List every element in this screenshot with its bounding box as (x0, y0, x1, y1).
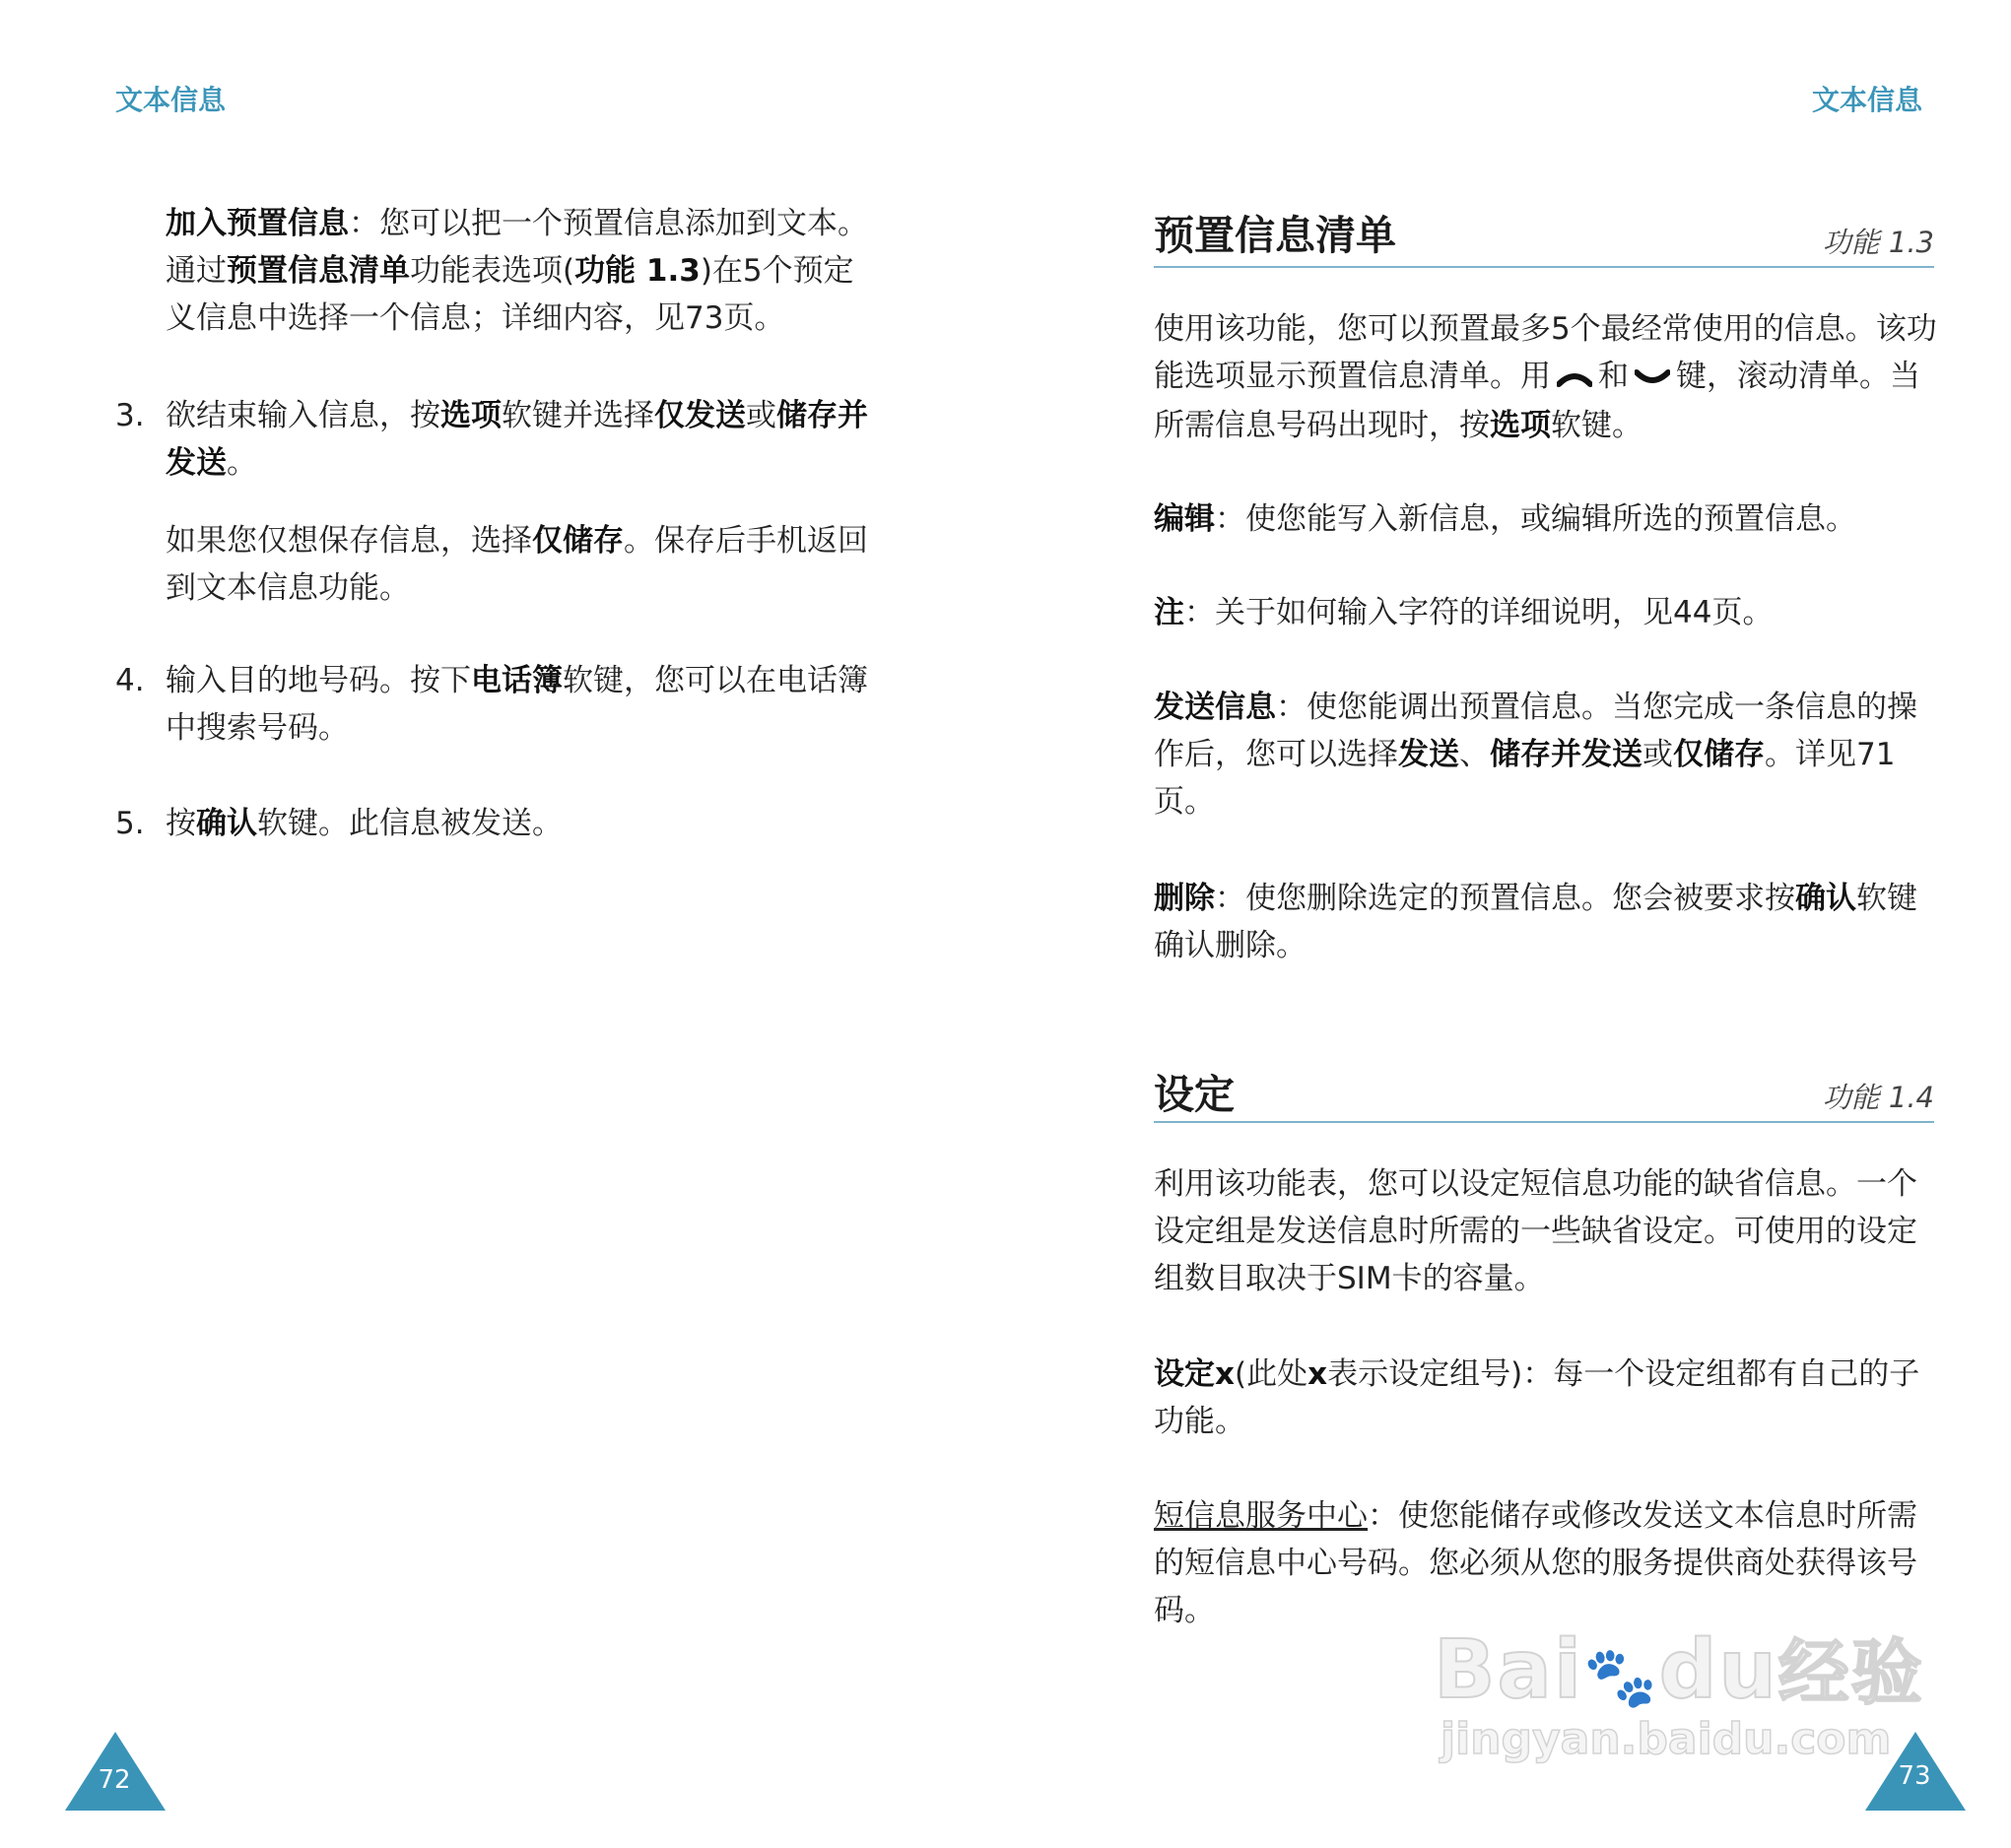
section-title-preset-list: 预置信息清单 (1154, 212, 1396, 259)
separator: ： (1368, 1498, 1398, 1534)
key-name: 电话簿 (471, 663, 563, 698)
text: 按 (166, 806, 196, 841)
key-name: 选项 (440, 398, 502, 433)
key-name: 确认 (1795, 881, 1856, 916)
key-name: 发送 (1398, 737, 1459, 772)
key-name: 储存并发送 (1490, 737, 1642, 772)
text: 使您删除选定的预置信息。您会被要求按 (1245, 881, 1795, 916)
step-3-note (166, 517, 875, 612)
text: (此处 (1235, 1356, 1308, 1392)
intro-paragraph (166, 200, 875, 342)
text: 。详见71页。 (1154, 737, 1896, 820)
watermark-url: jingyan.baidu.com (1441, 1714, 1892, 1764)
paw-icon: 🐾 (1582, 1643, 1659, 1712)
text: 软键确认删除。 (1154, 881, 1917, 963)
text: 欲结束输入信息，按 (166, 398, 440, 433)
key-name: 仅储存 (1673, 737, 1765, 772)
watermark-brand: Bai (1434, 1623, 1583, 1717)
watermark-logo (1434, 1616, 1924, 1718)
text: )在5个预定义信息中选择一个信息；详细内容，见73页。 (166, 253, 854, 336)
separator: ： (1184, 595, 1215, 630)
function-ref-1-4: 功能 1.4 (1822, 1081, 1934, 1114)
option-term: 注 (1154, 595, 1184, 630)
menu-name: 预置信息清单 (227, 253, 410, 289)
sms-service-center (1154, 1492, 1942, 1634)
key-name: 仅发送 (654, 398, 746, 433)
step-5 (166, 800, 875, 847)
text: 表示设定组号)：每一个设定组都有自己的子功能。 (1154, 1356, 1920, 1439)
right-page (1005, 0, 2010, 1848)
function-ref-1-3: 功能 1.3 (1822, 226, 1934, 259)
text: 或 (746, 398, 776, 433)
text: 软键并选择 (502, 398, 654, 433)
running-head-right: 文本信息 (1812, 84, 1923, 116)
key-name: 仅储存 (532, 523, 624, 559)
text: 软键，您可以在电话簿中搜索号码。 (166, 663, 868, 746)
text: 输入目的地号码。按下 (166, 663, 471, 698)
page-number: 73 (1898, 1761, 1931, 1791)
up-arc-key-icon (1557, 355, 1592, 402)
text: 和 (1598, 359, 1629, 394)
text: 关于如何输入字符的详细说明，见44页。 (1215, 595, 1774, 630)
option-term: 短信息服务中心 (1154, 1498, 1368, 1534)
option-term: 删除 (1154, 881, 1215, 916)
settings-body: 利用该功能表，您可以设定短信息功能的缺省信息。一个设定组是发送信息时所需的一些缺省设定。可使用的设定组数目取决于SIM卡的容量。 (1154, 1166, 1917, 1296)
text: 。 (227, 445, 257, 481)
key-name: 确认 (196, 806, 257, 841)
text: 软键。此信息被发送。 (257, 806, 563, 841)
option-term: x (1307, 1356, 1328, 1392)
separator: ： (349, 206, 379, 241)
step-3 (166, 392, 875, 487)
step-number: 4. (115, 663, 145, 698)
step-number: 5. (115, 806, 145, 841)
page-number: 72 (98, 1765, 131, 1795)
watermark-cn: 经验 (1777, 1631, 1924, 1714)
text: 使您能储存或修改发送文本信息时所需的短信息中心号码。您必须从您的服务提供商处获得该号码。 (1154, 1498, 1917, 1628)
option-term: 发送信息 (1154, 690, 1276, 725)
left-page (0, 0, 1005, 1848)
step-4 (166, 657, 875, 752)
text: 使您能写入新信息，或编辑所选的预置信息。 (1245, 501, 1856, 537)
watermark-brand: du (1658, 1623, 1778, 1717)
option-term: 设定 (1154, 1356, 1215, 1392)
preset-list-body (1154, 305, 1942, 449)
section-divider (1154, 266, 1934, 268)
text: 或 (1642, 737, 1673, 772)
text: 。保存后手机返回到文本信息功能。 (166, 523, 868, 606)
text: 您可以把一个预置信息添加到文本。通过 (166, 206, 868, 289)
separator: ： (1276, 690, 1307, 725)
option-edit (1154, 495, 1942, 543)
text: 使您能调出预置信息。当您完成一条信息的操作后，您可以选择 (1154, 690, 1917, 772)
option-send (1154, 684, 1942, 825)
text: 键，滚动清单。当所需信息号码出现时，按 (1154, 359, 1920, 443)
page-number-triangle-left (65, 1732, 166, 1815)
text: 功能表选项( (410, 253, 575, 289)
step-number: 3. (115, 398, 145, 433)
option-term: 编辑 (1154, 501, 1215, 537)
option-term: x (1215, 1356, 1235, 1392)
setting-x (1154, 1351, 1942, 1445)
separator: ： (1215, 881, 1245, 916)
key-name: 选项 (1490, 407, 1551, 443)
text: 使用该功能，您可以预置最多5个最经常使用的信息。该功能选项显示预置信息清单。用 (1154, 311, 1937, 394)
down-arc-key-icon (1635, 355, 1670, 402)
separator: ： (1215, 501, 1245, 537)
text: 如果您仅想保存信息，选择 (166, 523, 532, 559)
section-title-settings: 设定 (1154, 1071, 1235, 1118)
section-divider (1154, 1121, 1934, 1123)
running-head-left: 文本信息 (115, 84, 227, 116)
text: 软键。 (1551, 407, 1642, 443)
term-add-preset: 加入预置信息 (166, 206, 349, 241)
text: 、 (1459, 737, 1490, 772)
function-ref: 功能 1.3 (574, 253, 701, 289)
option-delete (1154, 875, 1942, 969)
note (1154, 589, 1942, 636)
key-name: 储存并发送 (166, 398, 868, 481)
